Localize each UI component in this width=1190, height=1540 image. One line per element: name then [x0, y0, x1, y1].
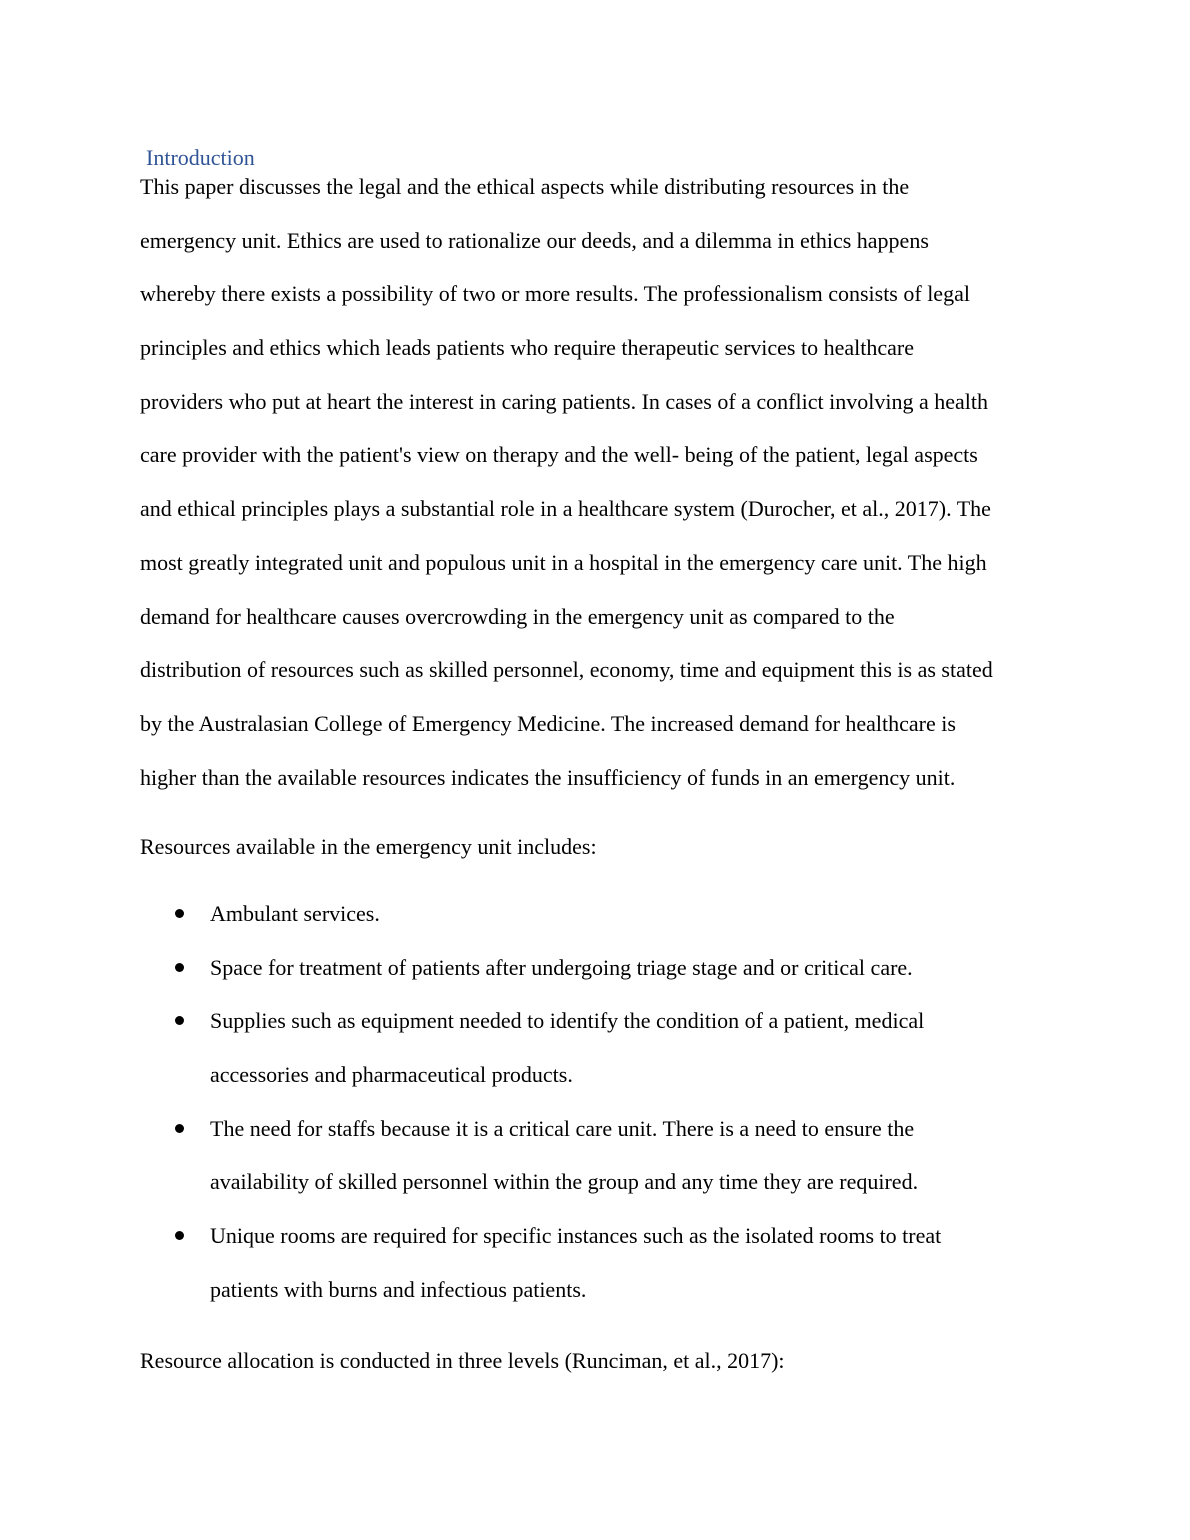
intro-line: emergency unit. Ethics are used to rationalize our deeds, and a dilemma in ethics happens	[140, 227, 929, 253]
bullet-line: availability of skilled personnel within the group and any time they are required.	[210, 1169, 919, 1195]
bullet-icon	[175, 1231, 184, 1240]
bullet-line: accessories and pharmaceutical products.	[210, 1062, 573, 1088]
intro-line: and ethical principles plays a substantial role in a healthcare system (Durocher, et al., 2017). The	[140, 496, 991, 522]
bullet-item	[140, 941, 1060, 995]
bullet-icon	[175, 1124, 184, 1133]
bullet-line: Supplies such as equipment needed to identify the condition of a patient, medical	[210, 1008, 925, 1034]
bullet-item	[140, 994, 1060, 1101]
section-heading: Introduction	[146, 145, 255, 170]
bullet-line: Unique rooms are required for specific instances such as the isolated rooms to treat	[210, 1223, 942, 1249]
bullet-icon	[175, 909, 184, 918]
bullet-icon	[175, 963, 184, 972]
bullet-line: Space for treatment of patients after undergoing triage stage and or critical care.	[210, 954, 913, 980]
intro-line: principles and ethics which leads patients who require therapeutic services to healthcare	[140, 335, 914, 361]
intro-line: most greatly integrated unit and populous unit in a hospital in the emergency care unit. The high	[140, 549, 987, 575]
allocation-sentence: Resource allocation is conducted in three levels (Runciman, et al., 2017):	[140, 1348, 785, 1373]
bullet-line: patients with burns and infectious patients.	[210, 1276, 587, 1302]
intro-line: higher than the available resources indicates the insufficiency of funds in an emergency unit.	[140, 764, 956, 790]
bullet-icon	[175, 1016, 184, 1025]
resources-lead-sentence: Resources available in the emergency unit includes:	[140, 834, 597, 859]
bullet-line: Ambulant services.	[210, 901, 380, 926]
intro-line: care provider with the patient's view on therapy and the well- being of the patient, legal aspects	[140, 442, 978, 468]
intro-line: providers who put at heart the interest in caring patients. In cases of a conflict involving a health	[140, 388, 988, 414]
intro-line: This paper discusses the legal and the ethical aspects while distributing resources in the	[140, 174, 910, 199]
intro-paragraph	[140, 160, 1060, 804]
bullet-line: The need for staffs because it is a critical care unit. There is a need to ensure the	[210, 1115, 915, 1141]
intro-line: distribution of resources such as skilled personnel, economy, time and equipment this is as stated	[140, 657, 993, 683]
intro-line: whereby there exists a possibility of two or more results. The professionalism consists of legal	[140, 281, 970, 307]
bullet-item	[140, 1209, 1060, 1316]
bullet-item	[140, 1102, 1060, 1209]
intro-line: by the Australasian College of Emergency Medicine. The increased demand for healthcare is	[140, 710, 956, 736]
intro-line: demand for healthcare causes overcrowding in the emergency unit as compared to the	[140, 603, 895, 629]
resources-bullet-list	[140, 887, 1060, 1317]
bullet-item	[140, 887, 1060, 941]
